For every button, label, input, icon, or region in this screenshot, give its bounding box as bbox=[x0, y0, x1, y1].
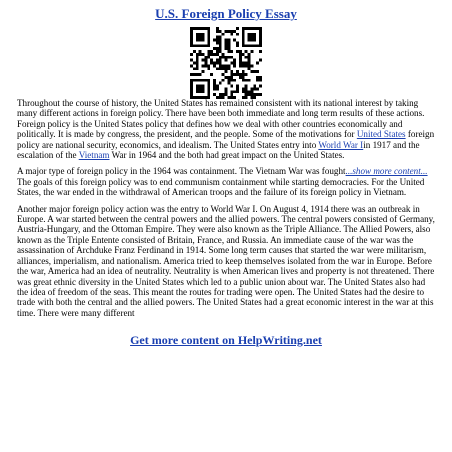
paragraph-text: A major type of foreign policy in the 1964 was containment. The Vietnam War was fought bbox=[17, 166, 346, 177]
paragraph-text: The goals of this foreign policy was to end communism containment while starting democracies. For the United States, the war ended in the withdrawal of American troops and the failure of its foreign policy in Vietnam. bbox=[17, 176, 425, 198]
paragraph-2 bbox=[17, 166, 437, 197]
paragraph-1 bbox=[17, 98, 437, 160]
paragraph-text: Throughout the course of history, the United States has remained consistent with its national interest by taking many different actions in foreign policy. There have been both immediate and long term results of these actions. Foreign policy is the United States policy that defines how we deal with other countries economically and politically. It is made by congress, the president, and the people. Some of the motivations for bbox=[17, 98, 425, 140]
show-more-link[interactable]: ...show more content... bbox=[345, 166, 428, 177]
paragraph-text: in 1917 and the escalation of the bbox=[17, 139, 420, 161]
essay-title[interactable]: U.S. Foreign Policy Essay bbox=[155, 6, 297, 21]
link-vietnam[interactable]: Vietnam bbox=[78, 150, 110, 161]
paragraph-text: foreign policy are national security, economics, and idealism. The United States entry into bbox=[17, 129, 435, 150]
get-more-content-link[interactable]: Get more content on HelpWriting.net bbox=[130, 333, 322, 347]
link-world-war-i[interactable]: World War I bbox=[318, 139, 364, 150]
link-united-states[interactable]: United States bbox=[356, 129, 406, 140]
paragraph-3: Another major foreign policy action was the entry to World War I. On August 4, 1914 there was an outbreak in Europe. A war started between the central powers and the allied powers. The central powers consisted of Germany, Austria-Hungary, and the Ottoman Empire. They were also known as the Triple Alliance. The Allied Powers, also known as the Triple Entente consisted of Britain, France, and Russia. An immediate cause of the war was the assassination of Archduke Franz Ferdinand in 1914. Some long term causes that started the war were militarism, alliances, imperialism, and nationalism. America tried to keep themselves isolated from the war in Europe. Before the war, America had an idea of neutrality. Neutrality is when American lives and property is not threatened. There was great ethnic diversity in the United States which led to a public union about war. The United States also had the idea of freedom of the seas. This meant the routes for trading were open. The United States had the desire to trade with both the central and the allied powers. The United States had a great economic interest in the war at this time. There were many different bbox=[17, 203, 435, 318]
qr-code-icon bbox=[190, 27, 262, 99]
paragraph-text: War in 1964 and the both had great impact on the United States. bbox=[109, 150, 345, 161]
essay-body bbox=[17, 98, 437, 324]
